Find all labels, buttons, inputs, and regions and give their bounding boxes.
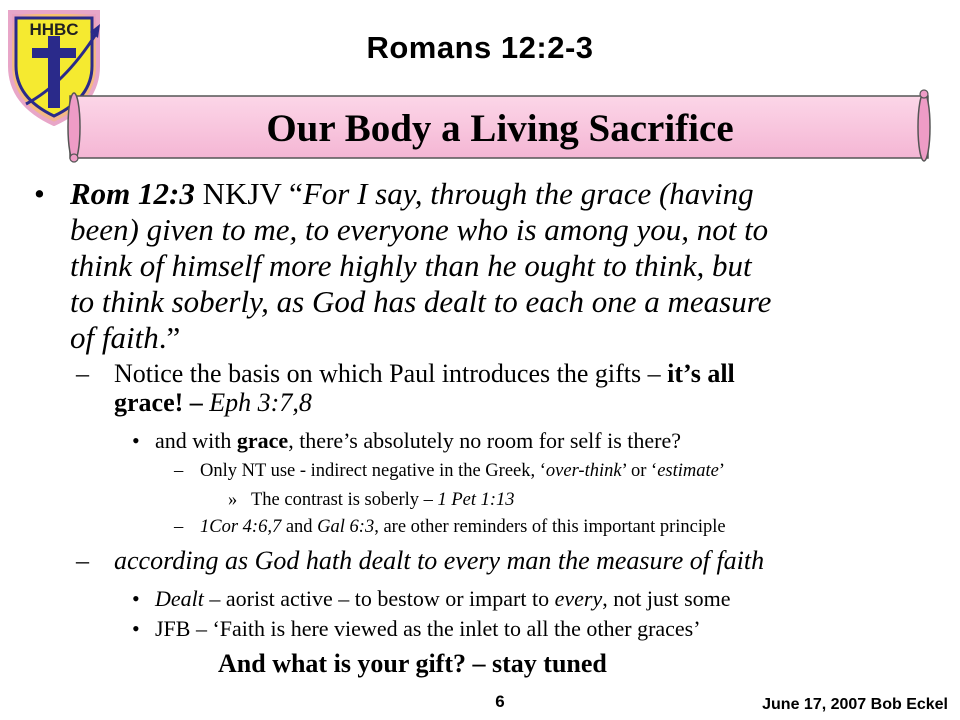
sub-point: Notice the basis on which Paul introduces the gifts – it’s all bbox=[114, 359, 735, 388]
sub-point: grace! – Eph 3:7,8 bbox=[114, 388, 312, 417]
slide-number: 6 bbox=[495, 692, 505, 711]
dash: – bbox=[174, 461, 184, 481]
tertiary-point: Dealt – aorist active – to bestow or impart to every, not just some bbox=[155, 586, 731, 611]
fifth-point: The contrast is soberly – 1 Pet 1:13 bbox=[251, 490, 515, 510]
sub-point: according as God hath dealt to every man the measure of faith bbox=[114, 546, 765, 575]
svg-text:HHBC: HHBC bbox=[29, 20, 79, 39]
slide-title: Our Body a Living Sacrifice bbox=[266, 107, 734, 150]
raquo-marker: » bbox=[228, 490, 238, 510]
dash: – bbox=[174, 517, 184, 537]
fourth-point: Only NT use - indirect negative in the Greek, ‘over-think’ or ‘estimate’ bbox=[200, 461, 726, 481]
tertiary-point: JFB – ‘Faith is here viewed as the inlet to all the other graces’ bbox=[155, 616, 701, 641]
tertiary-point: and with grace, there’s absolutely no room for self is there? bbox=[155, 428, 682, 453]
fourth-point: 1Cor 4:6,7 and Gal 6:3, are other reminders of this important principle bbox=[200, 517, 726, 537]
bullet: • bbox=[132, 586, 140, 611]
verse-line: of faith.” bbox=[70, 320, 181, 355]
verse-line: been) given to me, to everyone who is among you, not to bbox=[70, 212, 769, 247]
slide-reference: Romans 12:2-3 bbox=[366, 30, 594, 65]
verse-line: Rom 12:3 NKJV “For I say, through the grace (having bbox=[70, 176, 754, 211]
verse-line: think of himself more highly than he ought to think, but bbox=[70, 248, 752, 283]
bullet: • bbox=[132, 428, 140, 453]
verse-line: to think soberly, as God has dealt to each one a measure bbox=[70, 284, 772, 319]
bullet: • bbox=[132, 616, 140, 641]
bullet: • bbox=[34, 176, 45, 211]
dash: – bbox=[76, 546, 89, 575]
date-author: June 17, 2007 Bob Eckel bbox=[762, 696, 948, 713]
dash: – bbox=[76, 359, 89, 388]
verse-reference: Rom 12:3 bbox=[70, 176, 195, 211]
closing-line: And what is your gift? – stay tuned bbox=[218, 649, 607, 678]
